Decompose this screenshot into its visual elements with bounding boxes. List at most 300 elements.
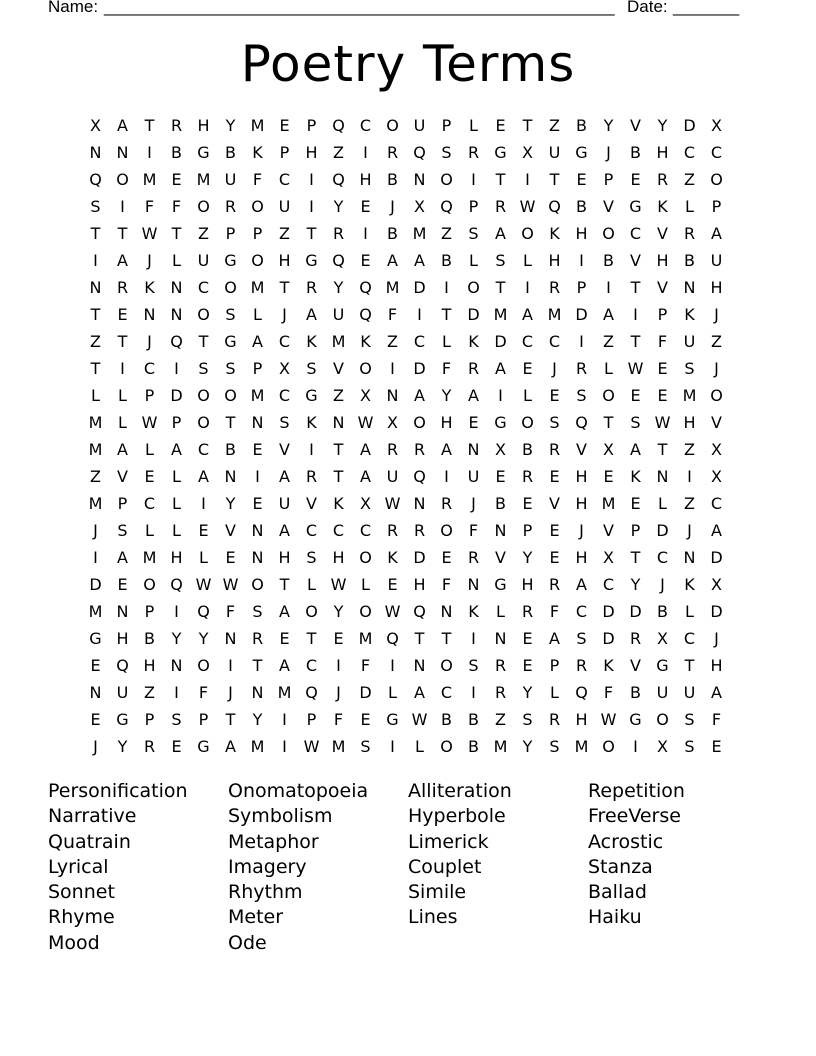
grid-letter: A xyxy=(414,251,425,270)
grid-letter: H xyxy=(575,548,588,567)
grid-letter: I xyxy=(525,170,530,189)
grid-letter: A xyxy=(252,332,263,351)
grid-letter: U xyxy=(413,116,426,135)
grid-letter: S xyxy=(306,359,317,378)
grid-letter: M xyxy=(331,737,346,756)
grid-letter: E xyxy=(468,413,479,432)
grid-letter: T xyxy=(225,413,236,432)
grid-letter: B xyxy=(171,143,182,162)
grid-letter: I xyxy=(255,467,260,486)
grid-letter: J xyxy=(471,494,476,513)
grid-letter: Y xyxy=(522,548,533,567)
grid-letter: S xyxy=(684,359,695,378)
grid-letter: C xyxy=(197,278,210,297)
grid-letter: E xyxy=(171,737,182,756)
grid-letter: Q xyxy=(359,305,372,324)
grid-letter: O xyxy=(440,656,453,675)
grid-letter: J xyxy=(390,197,395,216)
grid-letter: N xyxy=(170,305,183,324)
grid-letter: T xyxy=(657,440,668,459)
grid-letter: H xyxy=(548,251,561,270)
grid-letter: P xyxy=(252,224,263,243)
grid-letter: A xyxy=(279,602,290,621)
grid-letter: Q xyxy=(413,602,426,621)
word-bank-item: Mood xyxy=(48,931,100,954)
grid-letter: L xyxy=(361,575,370,594)
grid-letter: I xyxy=(525,278,530,297)
grid-letter: A xyxy=(414,386,425,405)
grid-letter: A xyxy=(117,251,128,270)
grid-letter: C xyxy=(710,494,723,513)
grid-letter: B xyxy=(441,251,452,270)
grid-letter: U xyxy=(683,332,696,351)
grid-letter: N xyxy=(89,143,102,162)
grid-letter: T xyxy=(171,224,182,243)
grid-letter: E xyxy=(90,656,101,675)
grid-letter: V xyxy=(630,656,641,675)
grid-letter: R xyxy=(170,116,183,135)
grid-letter: Y xyxy=(198,629,209,648)
grid-letter: I xyxy=(120,197,125,216)
grid-letter: R xyxy=(116,278,129,297)
grid-letter: P xyxy=(630,521,641,540)
grid-letter: T xyxy=(441,629,452,648)
grid-letter: R xyxy=(467,548,480,567)
grid-letter: Z xyxy=(90,332,101,351)
grid-letter: J xyxy=(714,305,719,324)
grid-letter: E xyxy=(549,467,560,486)
grid-letter: N xyxy=(683,548,696,567)
name-label: Name: xyxy=(48,0,99,16)
grid-letter: O xyxy=(602,386,615,405)
grid-letter: I xyxy=(309,197,314,216)
grid-letter: I xyxy=(282,710,287,729)
grid-letter: O xyxy=(197,197,210,216)
grid-letter: E xyxy=(630,494,641,513)
grid-letter: L xyxy=(442,332,451,351)
grid-letter: N xyxy=(413,656,426,675)
grid-letter: M xyxy=(250,386,265,405)
grid-letter: W xyxy=(519,197,536,216)
grid-letter: U xyxy=(386,467,399,486)
grid-letter: P xyxy=(252,359,263,378)
grid-letter: S xyxy=(171,710,182,729)
grid-letter: W xyxy=(600,710,617,729)
grid-letter: E xyxy=(522,359,533,378)
grid-letter: U xyxy=(278,197,291,216)
word-bank-item: Ode xyxy=(228,931,267,954)
grid-letter: X xyxy=(522,143,533,162)
grid-letter: O xyxy=(602,224,615,243)
grid-letter: O xyxy=(224,386,237,405)
grid-letter: A xyxy=(711,521,722,540)
word-bank-item: Couplet xyxy=(408,855,482,878)
grid-letter: R xyxy=(656,170,669,189)
grid-letter: L xyxy=(253,305,262,324)
grid-letter: X xyxy=(387,413,398,432)
grid-letter: K xyxy=(684,575,695,594)
grid-letter: V xyxy=(603,197,614,216)
grid-letter: R xyxy=(467,359,480,378)
word-bank-item: Repetition xyxy=(588,780,685,802)
grid-letter: Z xyxy=(684,440,695,459)
grid-letter: A xyxy=(117,440,128,459)
grid-letter: M xyxy=(88,440,103,459)
grid-letter: O xyxy=(440,521,453,540)
grid-letter: H xyxy=(656,251,669,270)
grid-letter: K xyxy=(468,602,479,621)
grid-letter: Y xyxy=(630,575,641,594)
grid-letter: K xyxy=(468,332,479,351)
grid-letter: K xyxy=(387,548,398,567)
grid-letter: P xyxy=(306,710,317,729)
grid-letter: Q xyxy=(305,683,318,702)
grid-letter: S xyxy=(684,737,695,756)
grid-letter: V xyxy=(549,494,560,513)
grid-letter: A xyxy=(387,251,398,270)
grid-letter: E xyxy=(630,386,641,405)
grid-letter: N xyxy=(116,143,129,162)
grid-letter: F xyxy=(144,197,155,216)
word-bank-item: Meter xyxy=(228,906,284,929)
grid-letter: I xyxy=(336,656,341,675)
grid-letter: F xyxy=(549,602,560,621)
grid-letter: L xyxy=(523,251,532,270)
grid-letter: I xyxy=(93,251,98,270)
word-bank-item: Rhythm xyxy=(228,881,303,904)
word-bank-item: Ballad xyxy=(588,881,647,904)
grid-letter: R xyxy=(386,440,399,459)
grid-letter: T xyxy=(333,440,344,459)
grid-letter: N xyxy=(251,548,264,567)
grid-letter: F xyxy=(468,521,479,540)
name-blank-line: ______________________________________________________ xyxy=(104,0,615,16)
grid-letter: Q xyxy=(413,143,426,162)
grid-letter: C xyxy=(278,332,291,351)
grid-letter: S xyxy=(549,737,560,756)
grid-letter: J xyxy=(552,359,557,378)
grid-letter: G xyxy=(305,386,318,405)
grid-letter: B xyxy=(468,737,479,756)
grid-letter: G xyxy=(197,143,210,162)
word-bank-item: Onomatopoeia xyxy=(228,780,369,802)
grid-letter: X xyxy=(603,440,614,459)
grid-letter: T xyxy=(117,224,128,243)
grid-letter: W xyxy=(141,224,158,243)
grid-letter: Z xyxy=(684,170,695,189)
grid-letter: O xyxy=(197,656,210,675)
grid-letter: L xyxy=(388,683,397,702)
grid-letter: R xyxy=(575,359,588,378)
grid-letter: E xyxy=(144,467,155,486)
grid-letter: P xyxy=(279,143,290,162)
grid-letter: T xyxy=(684,656,695,675)
grid-letter: I xyxy=(579,332,584,351)
grid-letter: Y xyxy=(333,197,344,216)
grid-letter: L xyxy=(469,116,478,135)
grid-letter: P xyxy=(522,521,533,540)
grid-letter: L xyxy=(172,467,181,486)
grid-letter: T xyxy=(225,710,236,729)
grid-letter: C xyxy=(197,440,210,459)
grid-letter: I xyxy=(471,683,476,702)
grid-letter: A xyxy=(360,440,371,459)
grid-letter: W xyxy=(411,710,428,729)
grid-letter: H xyxy=(575,224,588,243)
grid-letter: O xyxy=(386,116,399,135)
grid-letter: V xyxy=(279,440,290,459)
grid-letter: A xyxy=(279,521,290,540)
grid-letter: C xyxy=(278,170,291,189)
grid-letter: I xyxy=(687,467,692,486)
grid-letter: E xyxy=(171,170,182,189)
grid-letter: S xyxy=(495,251,506,270)
grid-letter: Y xyxy=(333,278,344,297)
grid-letter: B xyxy=(630,683,641,702)
date-blank-line: _______ xyxy=(673,0,740,16)
grid-letter: Z xyxy=(144,683,155,702)
grid-letter: E xyxy=(657,359,668,378)
grid-letter: M xyxy=(412,224,427,243)
word-bank-item: Haiku xyxy=(588,906,642,929)
grid-letter: V xyxy=(495,548,506,567)
grid-letter: N xyxy=(170,278,183,297)
grid-letter: J xyxy=(228,683,233,702)
grid-letter: Y xyxy=(225,116,236,135)
word-bank-item: Narrative xyxy=(48,805,137,828)
grid-letter: M xyxy=(142,170,157,189)
grid-letter: Z xyxy=(603,332,614,351)
grid-letter: S xyxy=(90,197,101,216)
grid-letter: E xyxy=(522,629,533,648)
grid-letter: I xyxy=(606,278,611,297)
word-bank-item: Rhyme xyxy=(48,906,115,929)
grid-letter: L xyxy=(91,386,100,405)
grid-letter: O xyxy=(467,278,480,297)
grid-letter: A xyxy=(576,575,587,594)
word-bank-item: Sonnet xyxy=(48,881,115,904)
grid-letter: H xyxy=(143,656,156,675)
grid-letter: Z xyxy=(684,494,695,513)
grid-letter: G xyxy=(224,332,237,351)
grid-letter: N xyxy=(224,629,237,648)
grid-letter: Z xyxy=(711,332,722,351)
grid-letter: T xyxy=(279,278,290,297)
grid-letter: B xyxy=(495,494,506,513)
grid-letter: D xyxy=(89,575,102,594)
grid-letter: H xyxy=(332,548,345,567)
grid-letter: I xyxy=(309,170,314,189)
grid-letter: E xyxy=(522,656,533,675)
grid-letter: S xyxy=(576,386,587,405)
grid-letter: M xyxy=(358,629,373,648)
grid-letter: E xyxy=(657,386,668,405)
grid-letter: A xyxy=(495,359,506,378)
grid-letter: O xyxy=(710,170,723,189)
grid-letter: E xyxy=(522,494,533,513)
grid-letter: R xyxy=(548,440,561,459)
grid-letter: P xyxy=(441,116,452,135)
grid-letter: I xyxy=(174,602,179,621)
grid-letter: G xyxy=(629,710,642,729)
grid-letter: D xyxy=(413,278,426,297)
word-bank-item: Hyperbole xyxy=(408,805,506,828)
grid-letter: I xyxy=(120,359,125,378)
grid-letter: V xyxy=(630,251,641,270)
grid-letter: T xyxy=(495,278,506,297)
grid-letter: M xyxy=(88,602,103,621)
grid-letter: F xyxy=(603,683,614,702)
grid-letter: E xyxy=(360,251,371,270)
grid-letter: C xyxy=(332,521,345,540)
grid-letter: N xyxy=(170,656,183,675)
grid-letter: C xyxy=(143,359,156,378)
grid-letter: B xyxy=(684,251,695,270)
grid-letter: Q xyxy=(332,116,345,135)
grid-letter: F xyxy=(171,197,182,216)
grid-letter: H xyxy=(440,413,453,432)
word-bank-item: Symbolism xyxy=(228,805,333,828)
grid-letter: Q xyxy=(332,251,345,270)
grid-letter: C xyxy=(305,656,318,675)
grid-letter: Z xyxy=(387,332,398,351)
grid-letter: N xyxy=(413,170,426,189)
grid-letter: O xyxy=(197,413,210,432)
grid-letter: F xyxy=(387,305,398,324)
grid-letter: J xyxy=(336,683,341,702)
grid-letter: T xyxy=(414,629,425,648)
grid-letter: J xyxy=(606,143,611,162)
grid-letter: H xyxy=(170,548,183,567)
grid-letter: H xyxy=(575,710,588,729)
grid-letter: C xyxy=(629,224,642,243)
grid-letter: I xyxy=(444,278,449,297)
grid-letter: M xyxy=(88,413,103,432)
grid-letter: L xyxy=(145,440,154,459)
grid-letter: A xyxy=(279,467,290,486)
grid-letter: K xyxy=(333,494,344,513)
grid-letter: O xyxy=(521,413,534,432)
grid-letter: T xyxy=(630,548,641,567)
grid-letter: E xyxy=(576,170,587,189)
grid-letter: N xyxy=(116,602,129,621)
grid-letter: Q xyxy=(197,602,210,621)
grid-letter: O xyxy=(305,602,318,621)
grid-letter: C xyxy=(602,575,615,594)
grid-letter: C xyxy=(683,629,696,648)
grid-letter: K xyxy=(657,197,668,216)
grid-letter: H xyxy=(710,656,723,675)
grid-letter: M xyxy=(196,170,211,189)
grid-letter: O xyxy=(359,359,372,378)
grid-letter: L xyxy=(685,197,694,216)
grid-letter: J xyxy=(147,251,152,270)
grid-letter: R xyxy=(683,224,696,243)
grid-letter: A xyxy=(522,305,533,324)
grid-letter: O xyxy=(251,575,264,594)
grid-letter: O xyxy=(116,170,129,189)
grid-letter: D xyxy=(710,548,723,567)
grid-letter: E xyxy=(387,575,398,594)
grid-letter: K xyxy=(603,656,614,675)
grid-letter: W xyxy=(384,494,401,513)
grid-letter: U xyxy=(116,683,129,702)
grid-letter: C xyxy=(413,332,426,351)
grid-letter: P xyxy=(549,656,560,675)
grid-letter: K xyxy=(360,332,371,351)
grid-letter: T xyxy=(441,305,452,324)
header xyxy=(0,0,816,19)
grid-letter: Q xyxy=(440,197,453,216)
grid-letter: Y xyxy=(441,386,452,405)
grid-letter: G xyxy=(575,143,588,162)
grid-letter: Y xyxy=(225,494,236,513)
grid-letter: E xyxy=(711,737,722,756)
grid-letter: S xyxy=(576,629,587,648)
grid-letter: D xyxy=(494,332,507,351)
grid-letter: N xyxy=(224,467,237,486)
grid-letter: N xyxy=(89,278,102,297)
grid-letter: N xyxy=(332,413,345,432)
grid-letter: A xyxy=(441,440,452,459)
grid-letter: V xyxy=(225,521,236,540)
grid-letter: W xyxy=(654,413,671,432)
grid-letter: R xyxy=(305,467,318,486)
grid-letter: E xyxy=(360,197,371,216)
grid-letter: X xyxy=(90,116,101,135)
grid-letter: L xyxy=(172,251,181,270)
grid-letter: L xyxy=(604,359,613,378)
grid-letter: V xyxy=(576,440,587,459)
grid-letter: G xyxy=(224,251,237,270)
grid-letter: M xyxy=(385,278,400,297)
grid-letter: G xyxy=(89,629,102,648)
grid-letter: E xyxy=(279,629,290,648)
grid-letter: F xyxy=(441,359,452,378)
grid-letter: V xyxy=(657,278,668,297)
grid-letter: Q xyxy=(170,575,183,594)
grid-letter: Z xyxy=(198,224,209,243)
grid-letter: E xyxy=(198,521,209,540)
grid-letter: M xyxy=(493,305,508,324)
grid-letter: E xyxy=(630,170,641,189)
word-bank-item: Lines xyxy=(408,906,458,929)
grid-letter: M xyxy=(601,494,616,513)
grid-letter: O xyxy=(197,305,210,324)
grid-letter: C xyxy=(359,116,372,135)
grid-letter: Y xyxy=(333,602,344,621)
grid-letter: H xyxy=(116,629,129,648)
grid-letter: X xyxy=(711,116,722,135)
grid-letter: B xyxy=(603,251,614,270)
grid-letter: E xyxy=(90,710,101,729)
grid-letter: N xyxy=(467,440,480,459)
grid-letter: T xyxy=(630,278,641,297)
grid-letter: N xyxy=(386,386,399,405)
grid-letter: R xyxy=(548,575,561,594)
grid-letter: I xyxy=(174,359,179,378)
grid-letter: P xyxy=(144,710,155,729)
grid-letter: K xyxy=(684,305,695,324)
grid-letter: D xyxy=(710,602,723,621)
grid-letter: M xyxy=(250,278,265,297)
grid-letter: T xyxy=(495,170,506,189)
grid-letter: P xyxy=(711,197,722,216)
grid-letter: N xyxy=(440,602,453,621)
word-bank-item: Alliteration xyxy=(408,780,512,802)
grid-letter: I xyxy=(471,629,476,648)
grid-letter: K xyxy=(549,224,560,243)
